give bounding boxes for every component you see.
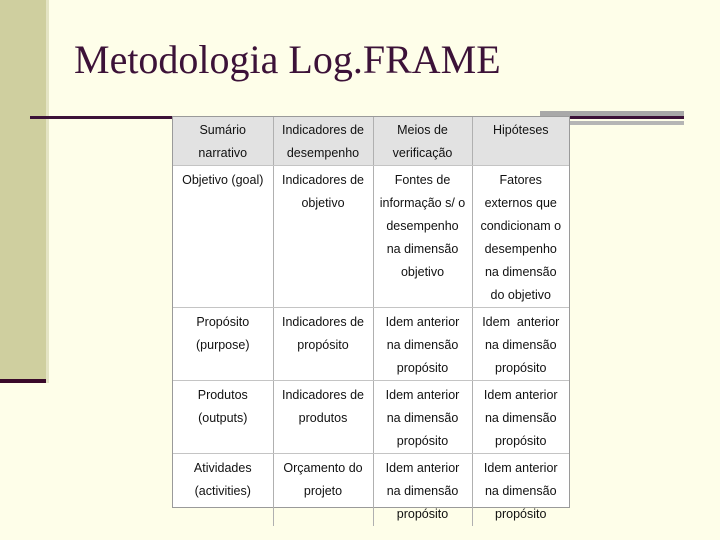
- cell-line: projeto: [303, 484, 343, 498]
- cell-line: Idem anterior: [385, 388, 460, 402]
- cell-line: Idem anterior: [483, 388, 558, 402]
- cell-line: condicionam o: [480, 219, 562, 233]
- table-cell: [373, 166, 472, 308]
- table-cell: [273, 454, 373, 527]
- table-cell: [472, 381, 569, 454]
- cell-line: na dimensão: [386, 242, 459, 256]
- cell-line: externos que: [484, 196, 557, 210]
- cell-line: na dimensão: [386, 484, 459, 498]
- slide-title: Metodologia Log.FRAME: [74, 37, 501, 82]
- cell-line: Fatores: [499, 173, 542, 187]
- table-row: [173, 166, 569, 308]
- logframe-table-container: [172, 116, 570, 521]
- cell-line: desempenho: [484, 242, 557, 256]
- table-header-row: [173, 117, 569, 166]
- cell-line: propósito: [396, 434, 449, 448]
- header-cell: [373, 117, 472, 166]
- cell-line: Indicadores de: [281, 173, 364, 187]
- cell-line: (outputs): [198, 411, 248, 425]
- cell-line: verificação: [392, 146, 453, 160]
- table-cell: [273, 308, 373, 381]
- table-cell: [373, 308, 472, 381]
- cell-line: (activities): [194, 484, 251, 498]
- header-cell: [273, 117, 373, 166]
- cell-line: Fontes de: [394, 173, 451, 187]
- cell-line: propósito: [297, 338, 349, 352]
- cell-line: objetivo: [400, 265, 445, 279]
- header-cell: [173, 117, 273, 166]
- cell-line: desempenho: [286, 146, 360, 160]
- cell-line: propósito: [495, 361, 547, 375]
- cell-line: Propósito: [196, 315, 250, 329]
- cell-line: (purpose): [196, 338, 250, 352]
- cell-line: propósito: [495, 507, 547, 521]
- cell-line: Indicadores de: [281, 315, 364, 329]
- cell-line: na dimensão: [386, 411, 459, 425]
- logframe-table: [173, 117, 569, 526]
- table-row: [173, 454, 569, 527]
- cell-line: propósito: [396, 507, 449, 521]
- table-row: [173, 381, 569, 454]
- cell-line: informação s/ o: [379, 196, 466, 210]
- cell-line: Idem anterior: [385, 461, 460, 475]
- cell-line: do objetivo: [490, 288, 551, 302]
- cell-line: objetivo: [301, 196, 345, 210]
- left-accent-bar: [0, 0, 46, 383]
- table-cell: [273, 166, 373, 308]
- cell-line: Objetivo (goal): [182, 173, 264, 187]
- cell-line: na dimensão: [484, 338, 557, 352]
- cell-line: Produtos: [197, 388, 248, 402]
- cell-line: na dimensão: [484, 411, 557, 425]
- cell-line: na dimensão: [484, 484, 557, 498]
- cell-line: na dimensão: [386, 338, 459, 352]
- cell-line: na dimensão: [484, 265, 557, 279]
- left-accent-edge: [46, 0, 49, 383]
- cell-line: Sumário: [199, 123, 247, 137]
- table-cell: [173, 381, 273, 454]
- cell-line: Atividades: [193, 461, 252, 475]
- cell-line: propósito: [495, 434, 547, 448]
- cell-line: Idem anterior: [483, 461, 558, 475]
- table-cell: [472, 308, 569, 381]
- table-cell: [173, 454, 273, 527]
- table-cell: [373, 454, 472, 527]
- cell-line: Orçamento do: [283, 461, 363, 475]
- table-cell: [173, 166, 273, 308]
- table-cell: [472, 454, 569, 527]
- cell-line: narrativo: [198, 146, 248, 160]
- cell-line: desempenho: [386, 219, 459, 233]
- cell-line: Hipóteses: [492, 123, 549, 137]
- table-cell: [273, 381, 373, 454]
- table-cell: [373, 381, 472, 454]
- header-cell: [472, 117, 569, 166]
- cell-line: propósito: [396, 361, 449, 375]
- cell-line: Idem anterior: [385, 315, 460, 329]
- cell-line: Idem anterior: [482, 315, 560, 329]
- cell-line: Indicadores de: [281, 388, 364, 402]
- cell-line: Indicadores de: [281, 123, 364, 137]
- cell-line: produtos: [298, 411, 348, 425]
- cell-line: Meios de: [397, 123, 448, 137]
- table-cell: [173, 308, 273, 381]
- table-row: [173, 308, 569, 381]
- table-cell: [472, 166, 569, 308]
